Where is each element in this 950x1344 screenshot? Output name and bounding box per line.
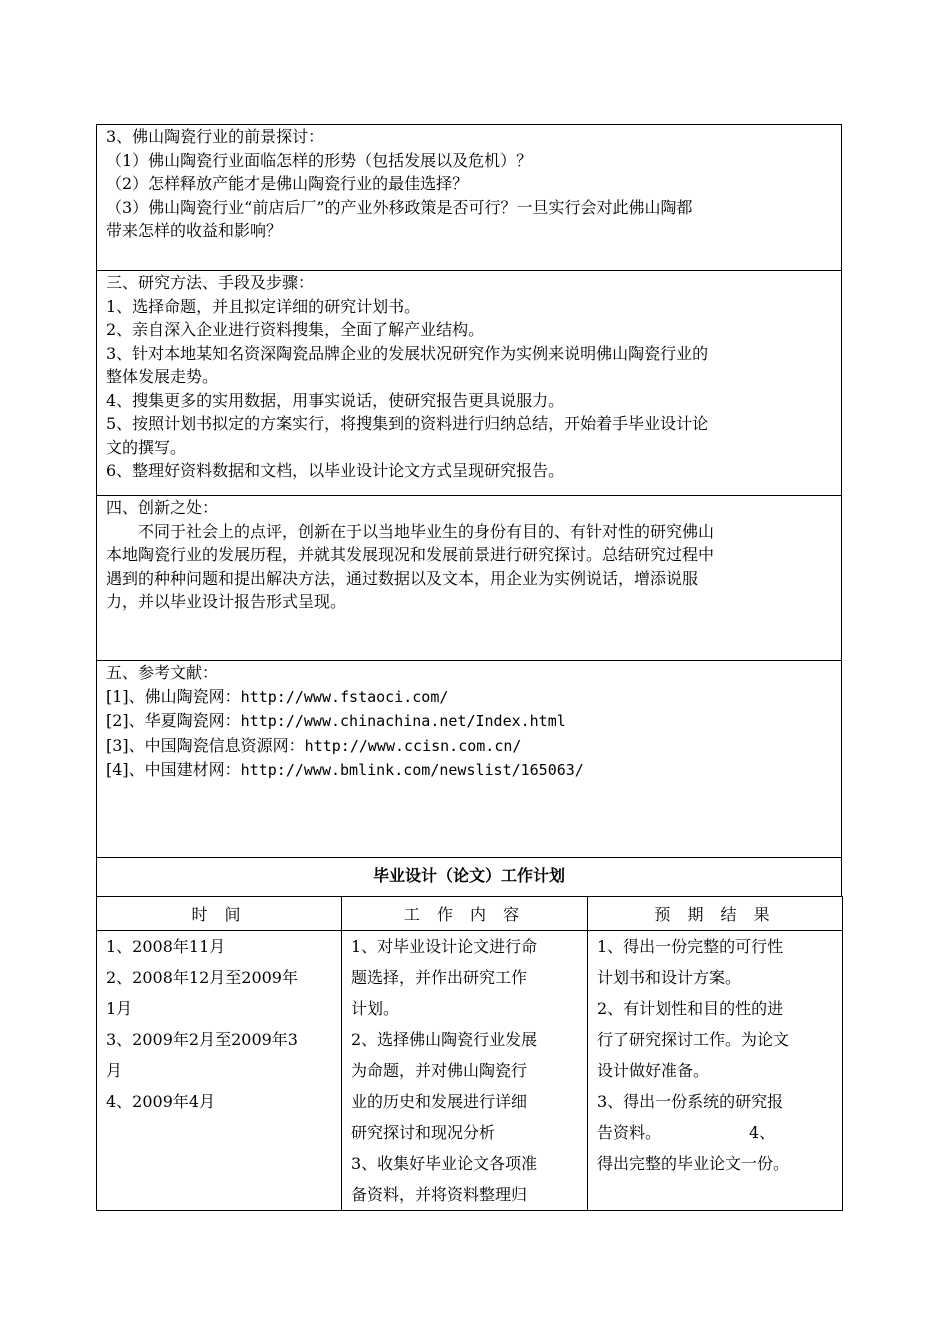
header-time: 时 间 xyxy=(97,897,342,931)
prospects-line: （2）怎样释放产能才是佛山陶瓷行业的最佳选择？ xyxy=(106,174,469,193)
methods-line: 文的撰写。 xyxy=(106,437,187,457)
reference-prefix: [2]、华夏陶瓷网： xyxy=(106,711,241,730)
time-line: 1月 xyxy=(106,999,133,1018)
innovation-line: 不同于社会上的点评，创新在于以当地毕业生的身份有目的、有针对性的研究佛山 xyxy=(138,521,715,541)
work-plan-header-row xyxy=(97,897,843,931)
reference-prefix: [4]、中国建材网： xyxy=(106,760,241,779)
content-line: 1、对毕业设计论文进行命 xyxy=(351,937,538,956)
reference-item xyxy=(106,685,832,710)
result-cell xyxy=(588,931,843,1211)
time-line: 4、2009年4月 xyxy=(106,1092,216,1111)
result-line: 计划书和设计方案。 xyxy=(597,968,742,987)
methods-line: 5、按照计划书拟定的方案实行，将搜集到的资料进行归纳总结，开始着手毕业设计论 xyxy=(106,414,709,433)
section-innovation xyxy=(96,495,842,660)
reference-link[interactable]: http://www.ccisn.com.cn/ xyxy=(304,736,522,755)
prospects-line: 3、佛山陶瓷行业的前景探讨： xyxy=(106,127,325,146)
header-result: 预 期 结 果 xyxy=(588,897,843,931)
reference-prefix: [3]、中国陶瓷信息资源网： xyxy=(106,735,305,755)
reference-item xyxy=(106,709,832,734)
prospects-line: （3）佛山陶瓷行业“前店后厂”的产业外移政策是否可行？一旦实行会对此佛山陶都 xyxy=(106,197,693,217)
document xyxy=(96,124,842,1211)
result-line: 设计做好准备。 xyxy=(597,1061,710,1080)
section-references xyxy=(96,660,842,857)
methods-line: 整体发展走势。 xyxy=(106,367,219,386)
content-line: 研究探讨和现况分析 xyxy=(351,1123,496,1142)
time-line: 2、2008年12月至2009年 xyxy=(106,968,298,987)
reference-link[interactable]: http://www.chinachina.net/Index.html xyxy=(240,712,566,730)
result-line: 得出完整的毕业论文一份。 xyxy=(597,1154,790,1173)
innovation-line: 遇到的种种问题和提出解决方法，通过数据以及文本，用企业为实例说话，增添说服 xyxy=(106,568,699,588)
reference-item xyxy=(106,734,832,759)
methods-line: 3、针对本地某知名资深陶瓷品牌企业的发展状况研究作为实例来说明佛山陶瓷行业的 xyxy=(106,343,709,363)
reference-link[interactable]: http://www.fstaoci.com/ xyxy=(240,687,449,706)
header-content: 工 作 内 容 xyxy=(342,897,588,931)
content-line: 为命题，并对佛山陶瓷行 xyxy=(351,1061,528,1080)
innovation-heading: 四、创新之处： xyxy=(106,498,219,517)
content-line: 计划。 xyxy=(351,999,400,1018)
methods-line: 4、搜集更多的实用数据，用事实说话，使研究报告更具说服力。 xyxy=(106,390,565,410)
methods-line: 2、亲自深入企业进行资料搜集，全面了解产业结构。 xyxy=(106,320,485,339)
time-line: 月 xyxy=(106,1061,123,1080)
result-line: 行了研究探讨工作。为论文 xyxy=(597,1030,790,1049)
content-line: 备资料，并将资料整理归 xyxy=(351,1185,528,1204)
result-line: 1、得出一份完整的可行性 xyxy=(597,937,784,956)
content-line: 2、选择佛山陶瓷行业发展 xyxy=(351,1030,538,1049)
content-line: 业的历史和发展进行详细 xyxy=(351,1092,528,1111)
result-line: 2、有计划性和目的性的进 xyxy=(597,999,784,1018)
work-plan-title: 毕业设计（论文）工作计划 xyxy=(96,857,842,896)
innovation-line: 力，并以毕业设计报告形式呈现。 xyxy=(106,592,347,611)
prospects-line: （1）佛山陶瓷行业面临怎样的形势（包括发展以及危机）？ xyxy=(106,150,533,170)
work-plan-row xyxy=(97,931,843,1211)
result-line: 告资料。 4、 xyxy=(597,1123,776,1142)
methods-heading: 三、研究方法、手段及步骤： xyxy=(106,273,315,292)
content-line: 题选择，并作出研究工作 xyxy=(351,968,528,987)
content-cell xyxy=(342,931,588,1211)
section-prospects xyxy=(96,124,842,270)
result-line: 3、得出一份系统的研究报 xyxy=(597,1092,784,1111)
prospects-line: 带来怎样的收益和影响？ xyxy=(106,221,283,240)
methods-line: 6、整理好资料数据和文档，以毕业设计论文方式呈现研究报告。 xyxy=(106,461,565,480)
reference-prefix: [1]、佛山陶瓷网： xyxy=(106,686,241,706)
reference-item xyxy=(106,758,832,783)
methods-line: 1、选择命题，并且拟定详细的研究计划书。 xyxy=(106,296,421,316)
time-line: 1、2008年11月 xyxy=(106,937,226,956)
time-cell xyxy=(97,931,342,1211)
section-methods xyxy=(96,270,842,495)
work-plan-table xyxy=(96,896,843,1211)
reference-link[interactable]: http://www.bmlink.com/newslist/165063/ xyxy=(240,761,584,779)
references-heading: 五、参考文献： xyxy=(106,663,219,682)
time-line: 3、2009年2月至2009年3 xyxy=(106,1030,298,1049)
innovation-line: 本地陶瓷行业的发展历程，并就其发展现况和发展前景进行研究探讨。总结研究过程中 xyxy=(106,545,715,564)
content-line: 3、收集好毕业论文各项准 xyxy=(351,1154,538,1173)
